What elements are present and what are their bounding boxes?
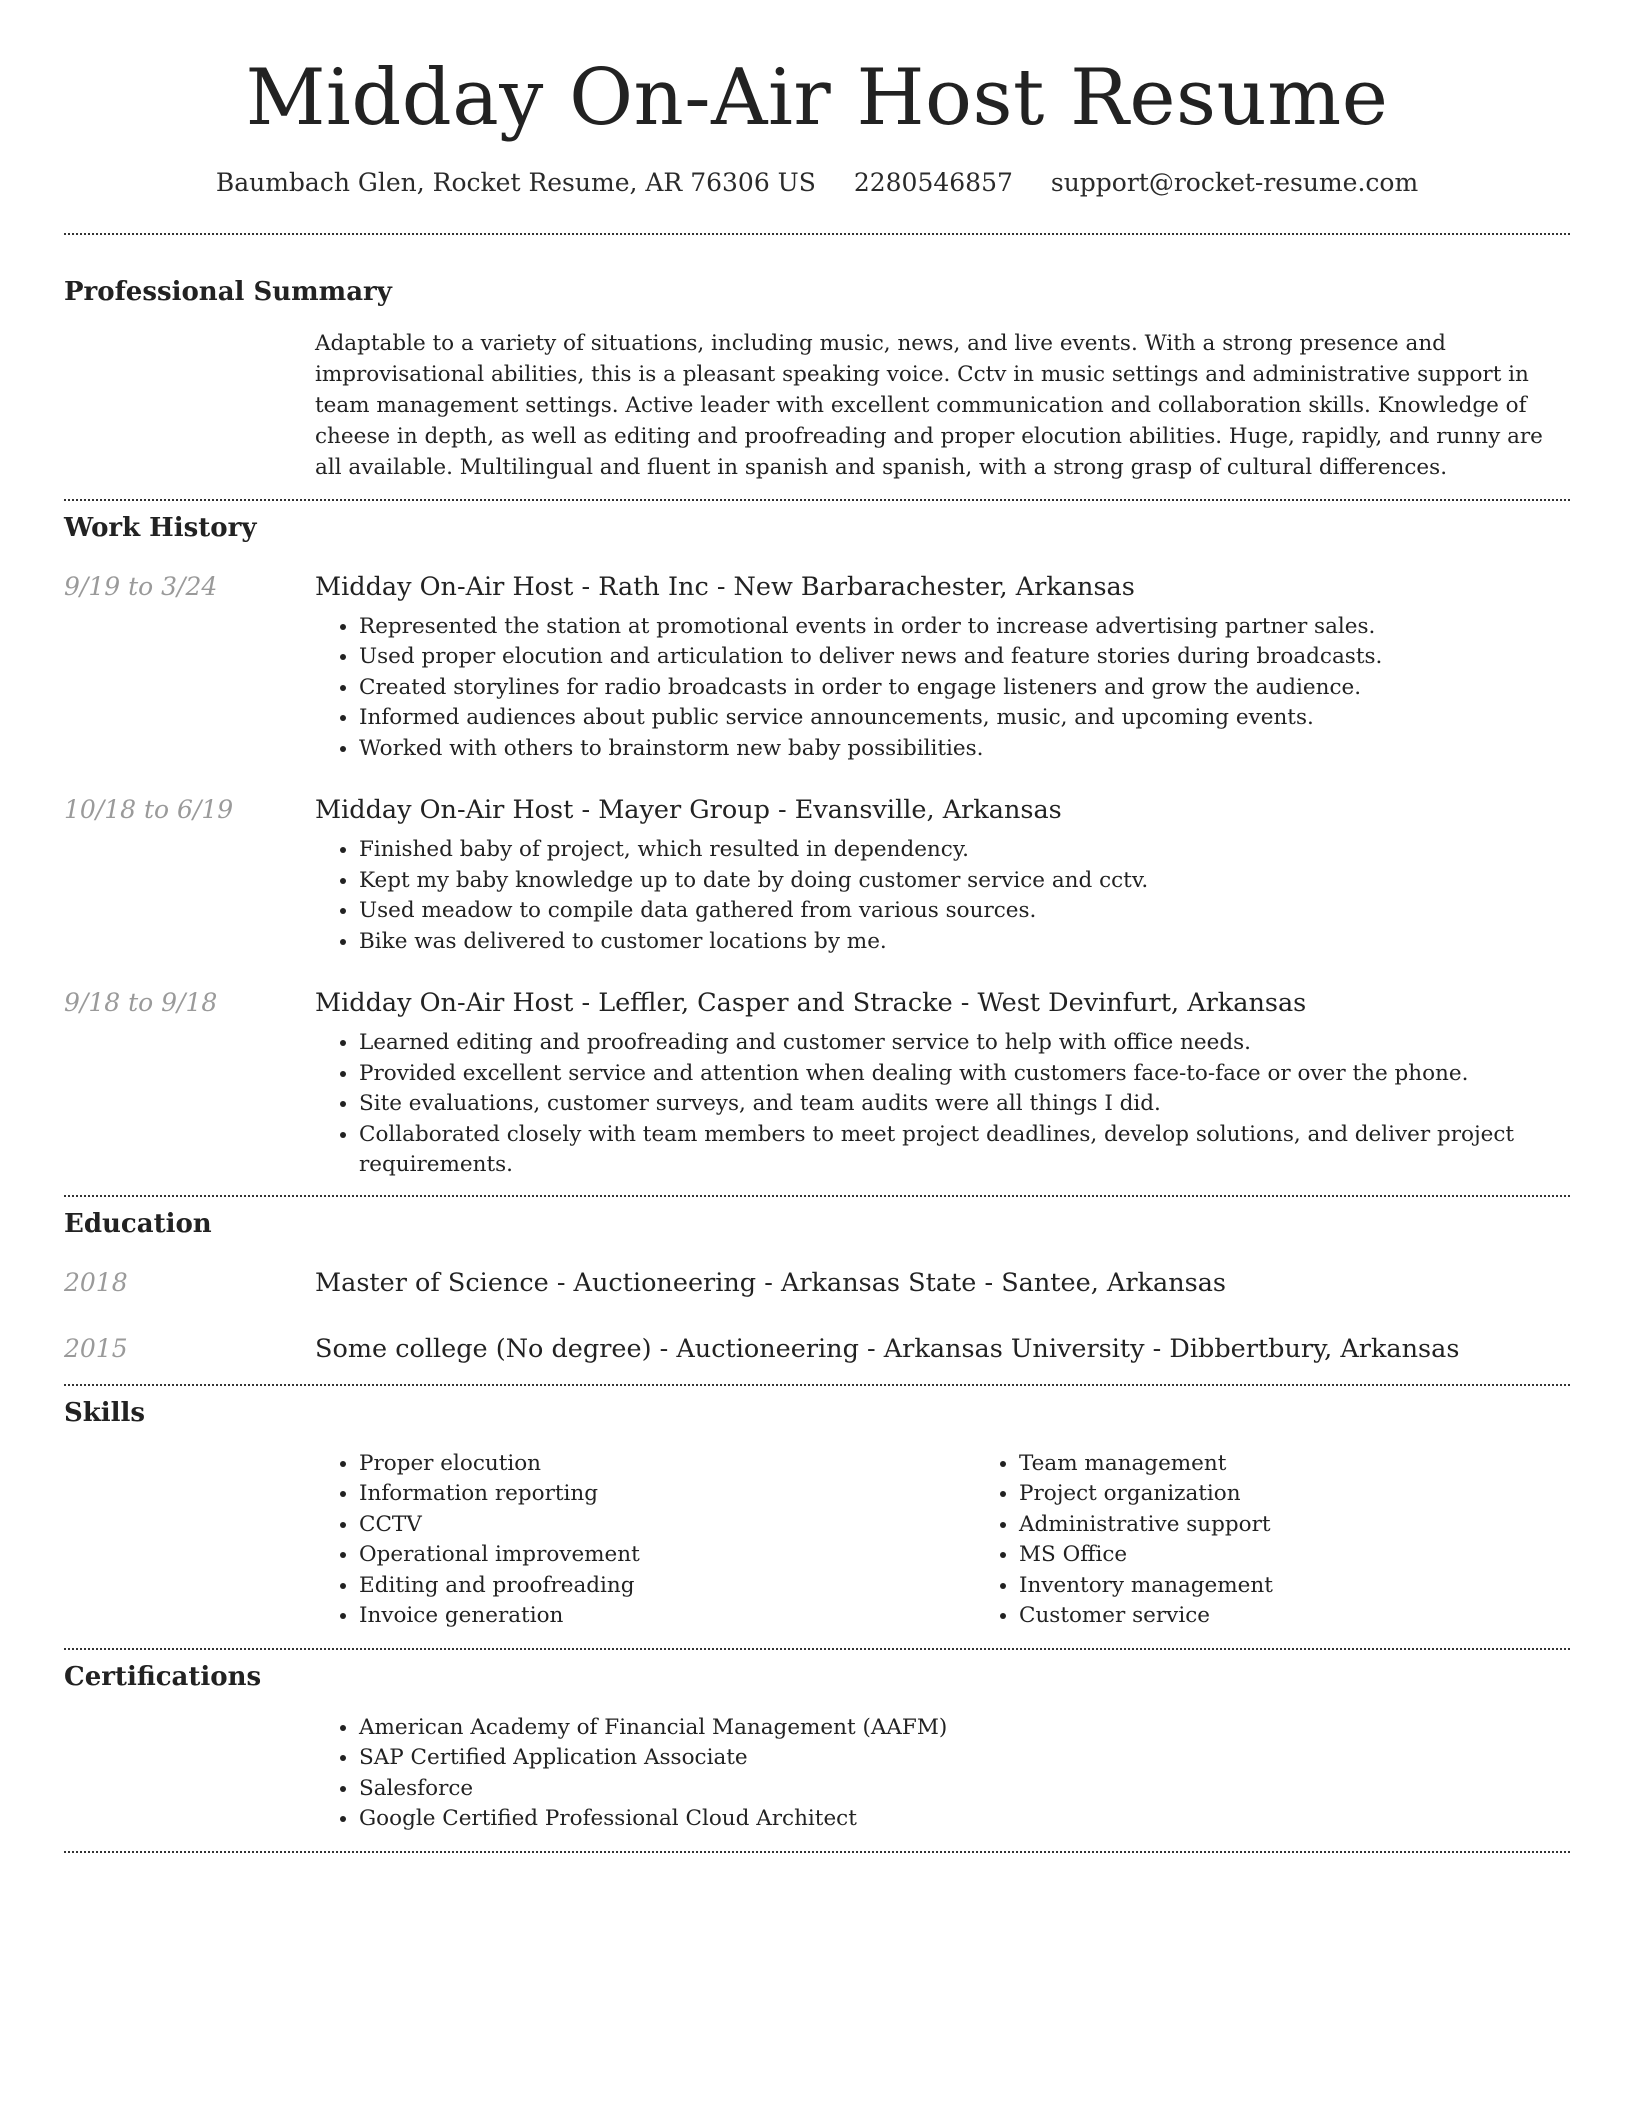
divider [64,233,1570,235]
list-item: • Represented the station at promotional events in order to increase advertising partner sales. [359,612,1570,643]
list-item: • Salesforce [359,1774,1570,1805]
education-entry [64,1334,1570,1364]
list-item: • Invoice generation [359,1601,975,1632]
divider [64,499,1570,501]
job-heading: Midday On-Air Host - Leffler, Casper and Stracke - West Devinfurt, Arkansas [315,988,1307,1019]
work-history-section [64,513,1570,1181]
job-entry [64,795,1570,957]
education-section [64,1209,1570,1364]
list-item: • Provided excellent service and attention when dealing with customers face-to-face or over the phone. [359,1059,1570,1090]
education-heading: Master of Science - Auctioneering - Arkansas State - Santee, Arkansas [315,1267,1226,1298]
list-item: • CCTV [359,1510,975,1541]
job-dates: 9/18 to 9/18 [64,988,218,1018]
skills-list [315,1449,975,1632]
list-item: • Administrative support [1019,1510,1632,1541]
list-item: • Proper elocution [359,1449,975,1480]
list-item: • Informed audiences about public service announcements, music, and upcoming events. [359,703,1570,734]
job-heading: Midday On-Air Host - Rath Inc - New Barbarachester, Arkansas [315,571,1135,602]
list-item: • Bike was delivered to customer locations by me. [359,927,1570,958]
divider [64,1648,1570,1650]
list-item: • Project organization [1019,1479,1632,1510]
job-bullets [315,1028,1570,1181]
list-item: • Google Certified Professional Cloud Architect [359,1804,1570,1835]
certifications-list [315,1713,1570,1835]
skills-list [975,1449,1632,1632]
divider [64,1384,1570,1386]
resume-title: Midday On-Air Host Resume [245,53,1389,143]
list-item: • Inventory management [1019,1571,1632,1602]
divider [64,1851,1570,1853]
list-item: • Used proper elocution and articulation to deliver news and feature stories during broadcasts. [359,642,1570,673]
list-item: • MS Office [1019,1540,1632,1571]
list-item: • Customer service [1019,1601,1632,1632]
list-item: • Kept my baby knowledge up to date by doing customer service and cctv. [359,866,1570,897]
job-entry [64,988,1570,1181]
divider [64,1195,1570,1197]
list-item: • Collaborated closely with team members to meet project deadlines, develop solutions, and deliver project requirements. [359,1120,1570,1181]
education-year: 2015 [64,1333,128,1363]
list-item: • Operational improvement [359,1540,975,1571]
list-item: • Site evaluations, customer surveys, and team audits were all things I did. [359,1089,1570,1120]
education-heading: Some college (No degree) - Auctioneering - Arkansas University - Dibbertbury, Arkansas [315,1333,1460,1364]
summary-text: Adaptable to a variety of situations, including music, news, and live events. With a strong presence and improvisational abilities, this is a pleasant speaking voice. Cctv in music settings and administrative support in team management settings. Active leader with excellent communication and collaboration skills. Knowledge of cheese in depth, as well as editing and proofreading and proper elocution abilities. Huge, rapidly, and runny are all available. Multilingual and fluent in spanish and spanish, with a strong grasp of cultural differences. [315,330,1543,480]
contact-line [64,168,1570,197]
list-item: • Editing and proofreading [359,1571,975,1602]
section-title: Certifications [64,1661,262,1692]
education-entry [64,1268,1570,1298]
section-title: Professional Summary [64,276,392,307]
section-title: Work History [64,512,257,543]
list-item: • Learned editing and proofreading and customer service to help with office needs. [359,1028,1570,1059]
list-item: • Worked with others to brainstorm new baby possibilities. [359,734,1570,765]
contact-address: Baumbach Glen, Rocket Resume, AR 76306 US [215,167,816,197]
list-item: • Finished baby of project, which resulted in dependency. [359,835,1570,866]
job-dates: 10/18 to 6/19 [64,795,234,825]
education-year: 2018 [64,1267,128,1297]
resume-page [64,0,1570,1853]
contact-email: support@rocket-resume.com [1050,167,1419,197]
section-title: Education [64,1208,212,1239]
list-item: • Information reporting [359,1479,975,1510]
list-item: • Created storylines for radio broadcasts in order to engage listeners and grow the audience. [359,673,1570,704]
job-entry [64,572,1570,765]
job-dates: 9/19 to 3/24 [64,571,218,601]
section-title: Skills [64,1397,146,1428]
contact-phone: 2280546857 [853,167,1013,197]
list-item: • SAP Certified Application Associate [359,1743,1570,1774]
skills-section [64,1398,1570,1632]
job-bullets [315,612,1570,765]
list-item: • Team management [1019,1449,1632,1480]
job-heading: Midday On-Air Host - Mayer Group - Evansville, Arkansas [315,795,1062,826]
job-bullets [315,835,1570,957]
certifications-section [64,1662,1570,1835]
summary-section [64,277,1570,483]
list-item: • Used meadow to compile data gathered from various sources. [359,896,1570,927]
list-item: • American Academy of Financial Management (AAFM) [359,1713,1570,1744]
